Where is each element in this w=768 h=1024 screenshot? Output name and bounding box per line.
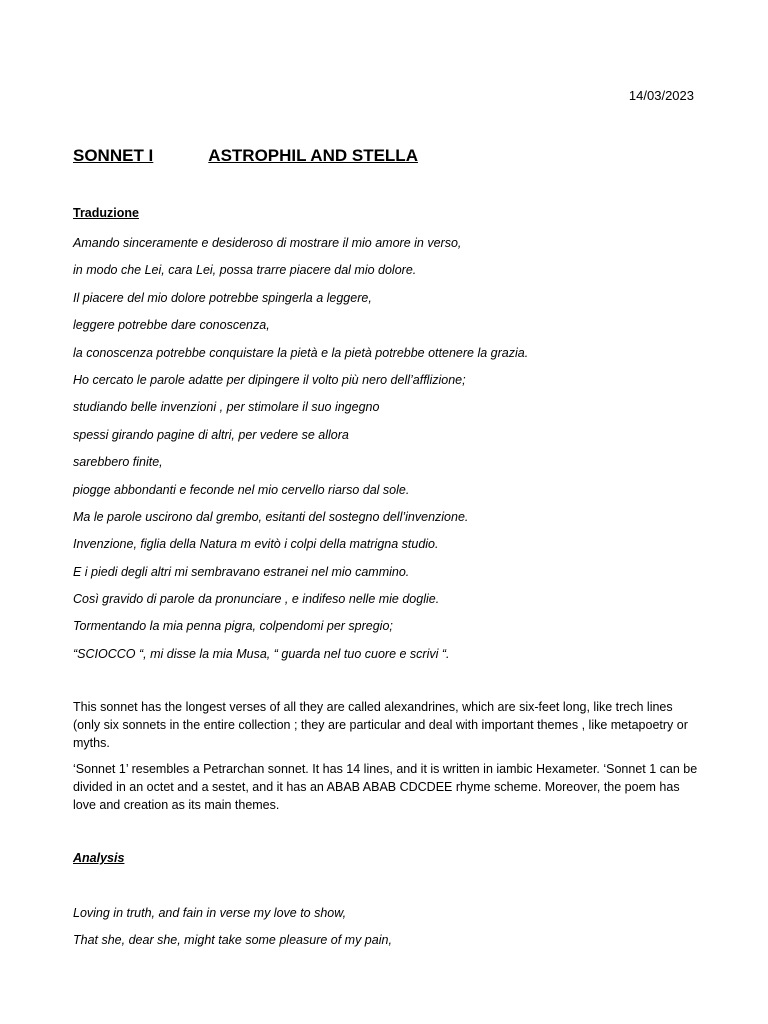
translation-line: E i piedi degli altri mi sembravano estranei nel mio cammino.	[73, 564, 410, 579]
translation-line: Tormentando la mia penna pigra, colpendomi per spregio;	[73, 619, 393, 634]
translation-line: la conoscenza potrebbe conquistare la pietà e la pietà potrebbe ottenere la grazia.	[73, 345, 529, 360]
translation-line: Invenzione, figlia della Natura m evitò i colpi della matrigna studio.	[73, 537, 439, 552]
title-poem: ASTROPHIL AND STELLA	[208, 146, 418, 165]
translation-line: Il piacere del mio dolore potrebbe spingerla a leggere,	[73, 290, 372, 305]
translation-line: Ho cercato le parole adatte per dipingere il volto più nero dell’afflizione;	[73, 372, 466, 387]
document-title	[73, 146, 418, 166]
title-sonnet: SONNET I	[73, 146, 154, 165]
translation-line: Così gravido di parole da pronunciare , e indifeso nelle mie doglie.	[73, 592, 440, 607]
document-date: 14/03/2023	[628, 88, 694, 103]
analysis-heading: Analysis	[73, 851, 125, 865]
translation-line: Ma le parole uscirono dal grembo, esitanti del sostegno dell’invenzione.	[73, 509, 469, 524]
commentary-paragraph: This sonnet has the longest verses of all they are called alexandrines, which are six-feet long, like trech lines (only six sonnets in the entire collection ; they are particular and deal with important themes , like metapoetry or myths.	[73, 700, 688, 750]
translation-line: Amando sinceramente e desideroso di mostrare il mio amore in verso,	[73, 236, 462, 250]
analysis-line: That she, dear she, might take some pleasure of my pain,	[73, 933, 392, 948]
translation-line: sarebbero finite,	[73, 455, 163, 470]
commentary-paragraph: ‘Sonnet 1’ resembles a Petrarchan sonnet. It has 14 lines, and it is written in iambic Hexameter. ‘Sonnet 1 can be divided in an octet and a sestet, and it has an ABAB ABAB CDCDEE rhyme scheme. Moreover, the poem has love and creation as its main themes.	[73, 762, 698, 812]
analysis-lines	[73, 906, 713, 961]
translation-line: spessi girando pagine di altri, per vedere se allora	[73, 427, 349, 442]
translation-line: in modo che Lei, cara Lei, possa trarre piacere dal mio dolore.	[73, 263, 417, 278]
translation-lines	[73, 236, 713, 674]
translation-line: leggere potrebbe dare conoscenza,	[73, 318, 270, 333]
translation-line: piogge abbondanti e feconde nel mio cervello riarso dal sole.	[73, 482, 410, 497]
translation-line: studiando belle invenzioni , per stimolare il suo ingegno	[73, 400, 380, 415]
translation-heading: Traduzione	[73, 206, 139, 220]
translation-line: “SCIOCCO “, mi disse la mia Musa, “ guarda nel tuo cuore e scrivi “.	[73, 646, 450, 661]
analysis-line: Loving in truth, and fain in verse my love to show,	[73, 906, 347, 920]
